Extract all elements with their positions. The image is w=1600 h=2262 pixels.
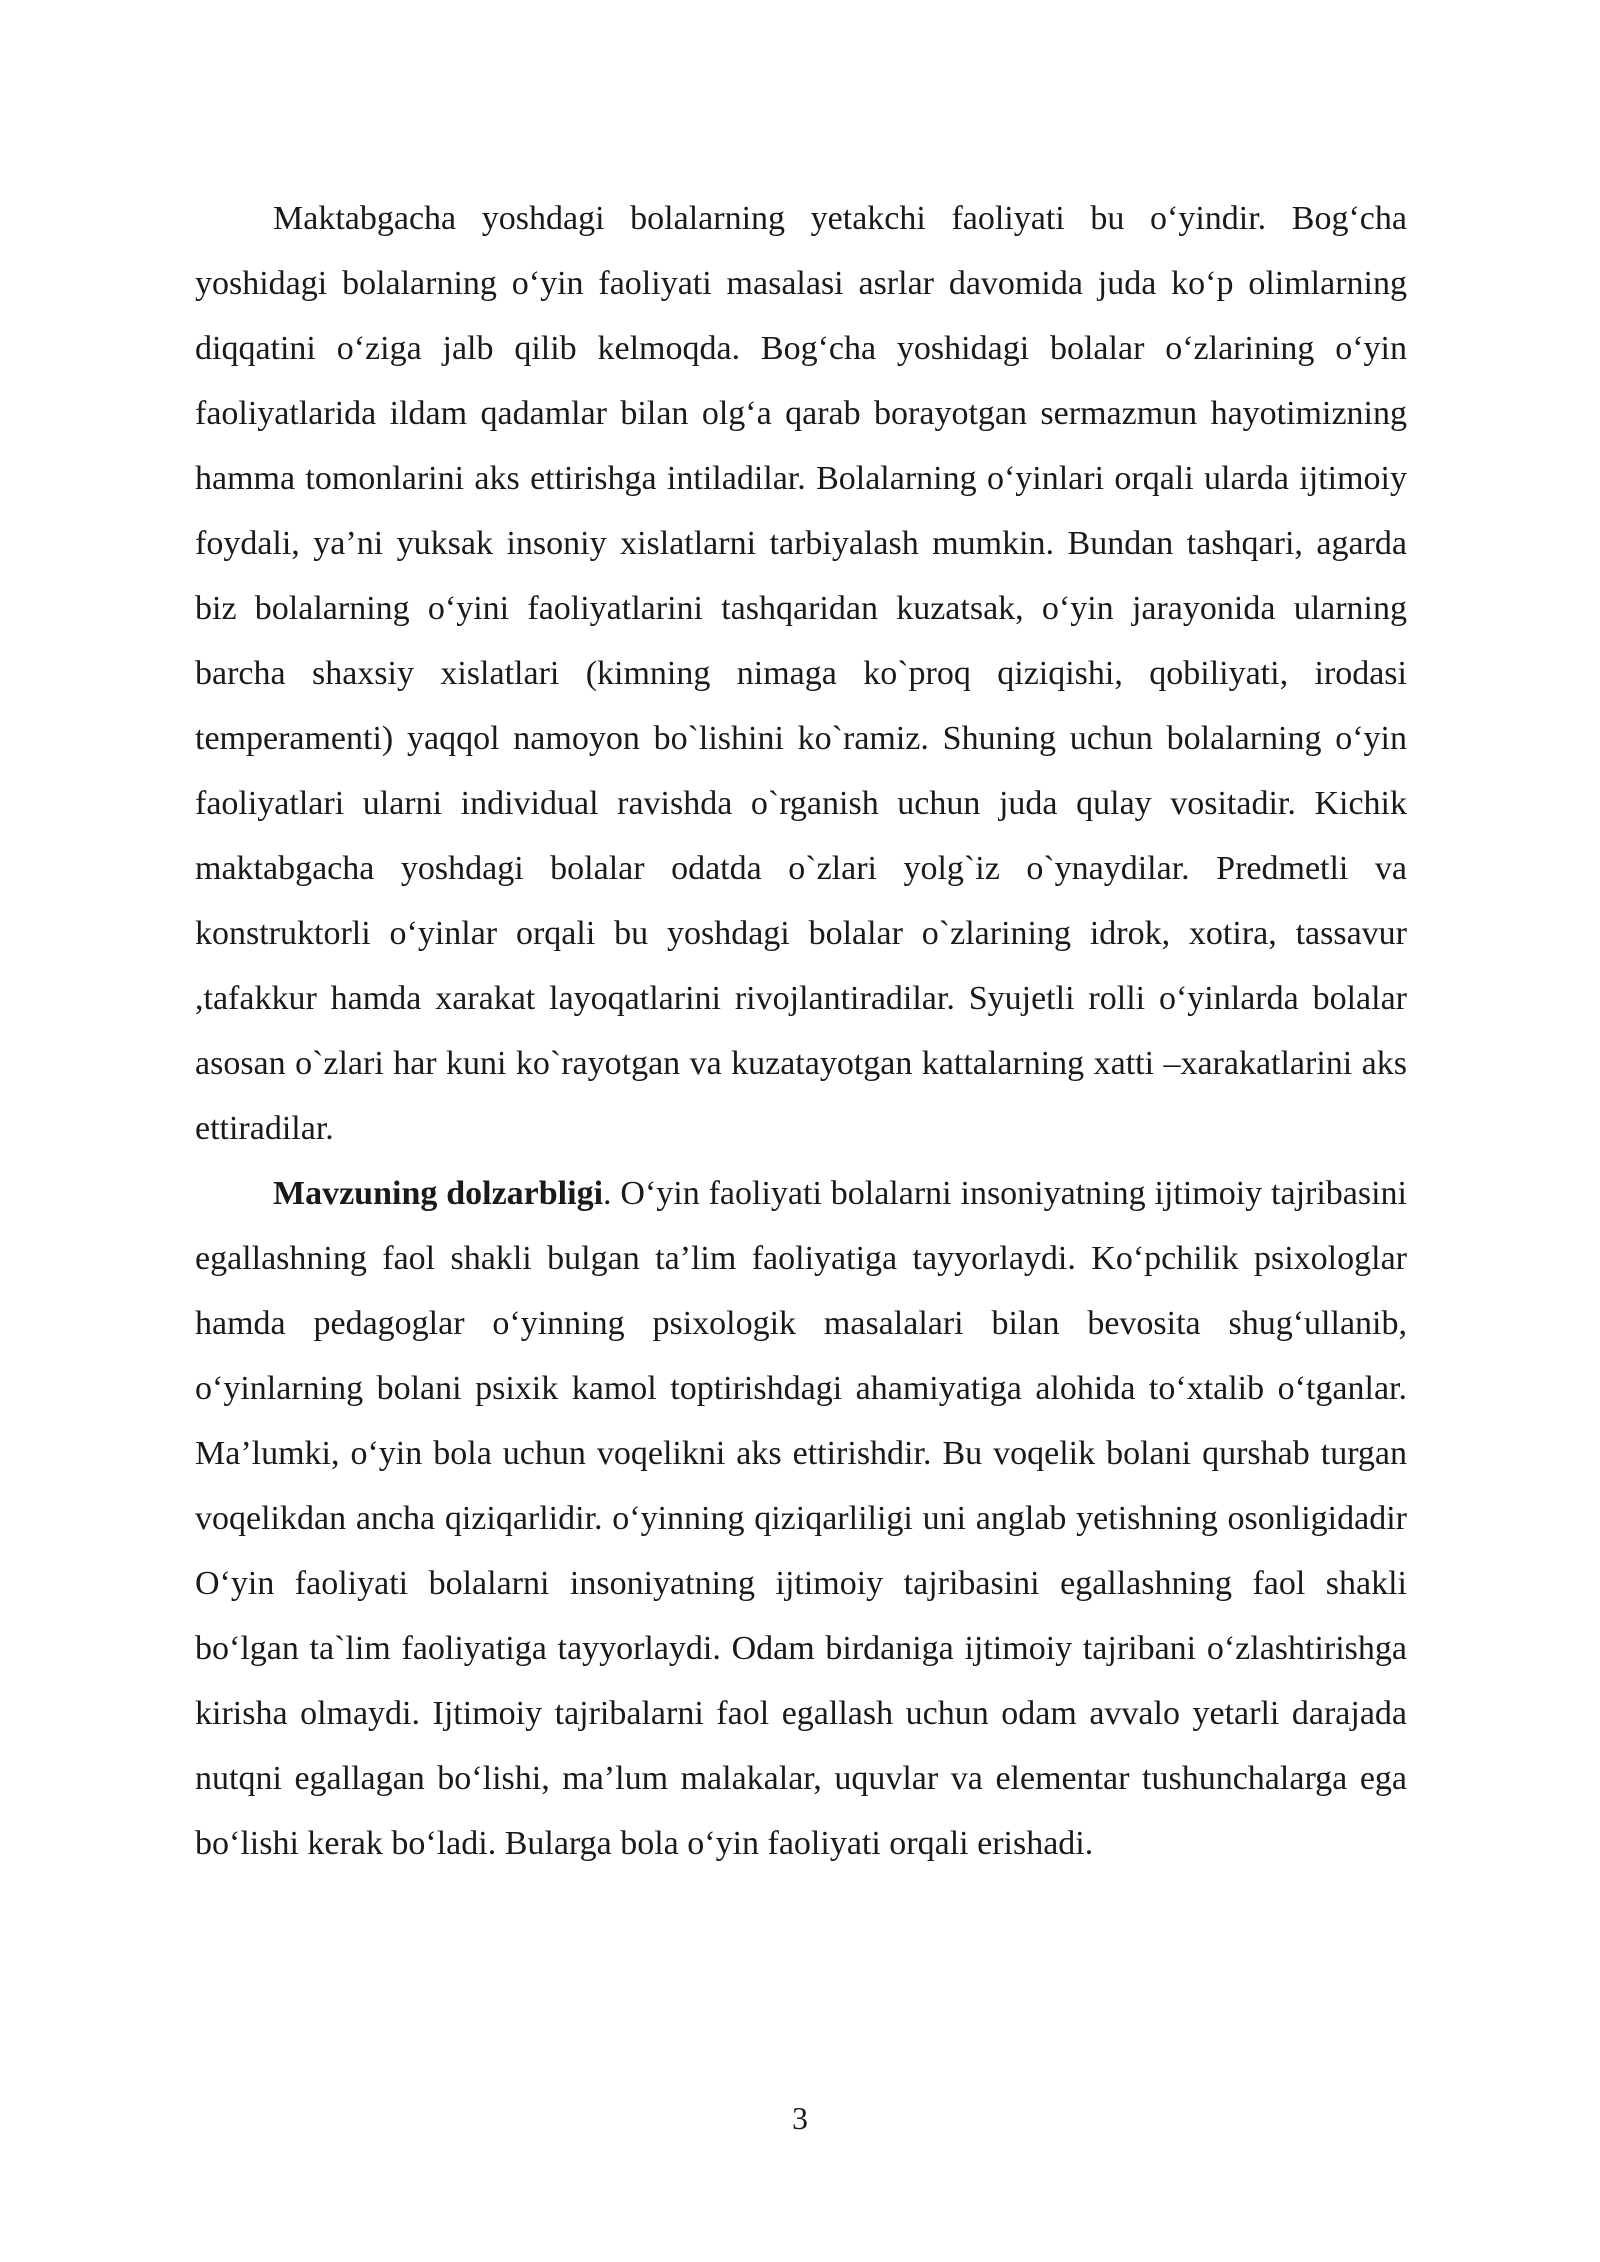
- paragraph-relevance: [195, 1161, 1407, 1876]
- body-text: [195, 186, 1407, 1876]
- relevance-text: . O‘yin faoliyati bolalarni insoniyatning ijtimoiy tajribasini egallashning faol shakli bulgan ta’lim faoliyatiga tayyorlaydi. Ko‘pchilik psixologlar hamda pedagoglar o‘yinning psixologik masalalari bilan bevosita shug‘ullanib, o‘yinlarning bolani psixik kamol toptirishdagi ahamiyatiga alohida to‘xtalib o‘tganlar. Ma’lumki, o‘yin bola uchun voqelikni aks ettirishdir. Bu voqelik bolani qurshab turgan voqelikdan ancha qiziqarlidir. o‘yinning qiziqarliligi uni anglab yetishning osonligidadir O‘yin faoliyati bolalarni insoniyatning ijtimoiy tajribasini egallashning faol shakli bo‘lgan ta`lim faoliyatiga tayyorlaydi. Odam birdaniga ijtimoiy tajribani o‘zlashtirishga kirisha olmaydi. Ijtimoiy tajribalarni faol egallash uchun odam avvalo yetarli darajada nutqni egallagan bo‘lishi, ma’lum malakalar, uquvlar va elementar tushunchalarga ega bo‘lishi kerak bo‘ladi. Bularga bola o‘yin faoliyati orqali erishadi.: [195, 1175, 1408, 1862]
- relevance-heading: Mavzuning dolzarbligi: [273, 1175, 604, 1212]
- paragraph-intro: Maktabgacha yoshdagi bolalarning yetakchi faoliyati bu o‘yindir. Bog‘cha yoshidagi bolalarning o‘yin faoliyati masalasi asrlar davomida juda ko‘p olimlarning diqqatini o‘ziga jalb qilib kelmoqda. Bog‘cha yoshidagi bolalar o‘zlarining o‘yin faoliyatlarida ildam qadamlar bilan olg‘a qarab borayotgan sermazmun hayotimizning hamma tomonlarini aks ettirishga intiladilar. Bolalarning o‘yinlari orqali ularda ijtimoiy foydali, ya’ni yuksak insoniy xislatlarni tarbiyalash mumkin. Bundan tashqari, agarda biz bolalarning o‘yini faoliyatlarini tashqaridan kuzatsak, o‘yin jarayonida ularning barcha shaxsiy xislatlari (kimning nimaga ko`proq qiziqishi, qobiliyati, irodasi temperamenti) yaqqol namoyon bo`lishini ko`ramiz. Shuning uchun bolalarning o‘yin faoliyatlari ularni individual ravishda o`rganish uchun juda qulay vositadir. Kichik maktabgacha yoshdagi bolalar odatda o`zlari yolg`iz o`ynaydilar. Predmetli va konstruktorli o‘yinlar orqali bu yoshdagi bolalar o`zlarining idrok, xotira, tassavur ,tafakkur hamda xarakat layoqatlarini rivojlantiradilar. Syujetli rolli o‘yinlarda bolalar asosan o`zlari har kuni ko`rayotgan va kuzatayotgan kattalarning xatti –xarakatlarini aks ettiradilar.: [195, 200, 1407, 1147]
- page-number: 3: [792, 2100, 808, 2136]
